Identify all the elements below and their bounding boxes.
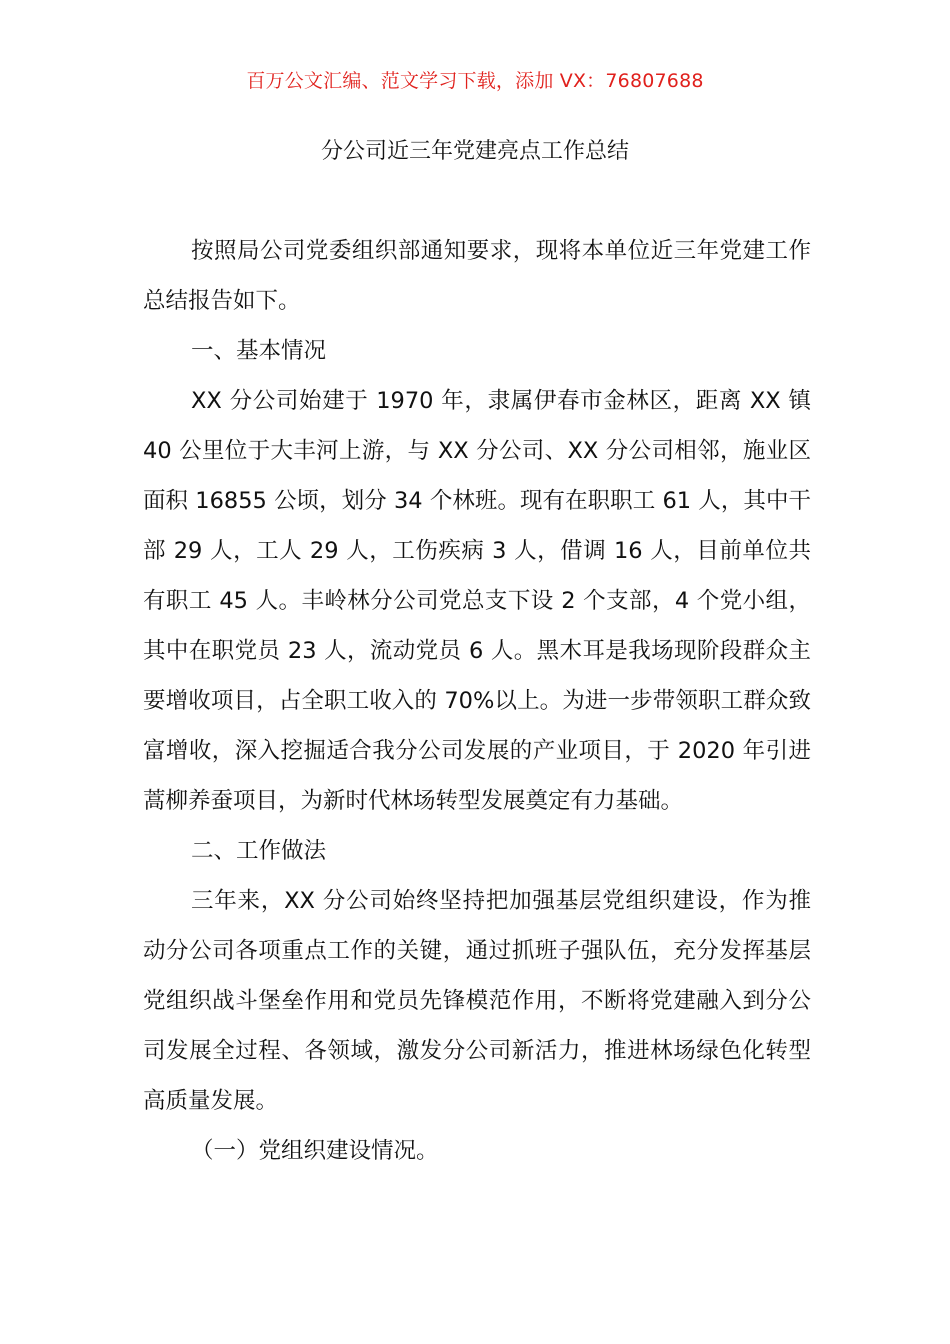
subsection-heading-party-organization: （一）党组织建设情况。 <box>191 1138 439 1164</box>
section-heading-basic-info: 一、基本情况 <box>191 338 327 364</box>
watermark-header: 百万公文汇编、范文学习下载，添加 VX：76807688 <box>246 70 704 92</box>
intro-paragraph: 按照局公司党委组织部通知要求，现将本单位近三年党建工作总结报告如下。 <box>143 238 811 314</box>
basic-info-paragraph: XX 分公司始建于 1970 年，隶属伊春市金林区，距离 XX 镇 40 公里位于大丰河上游，与 XX 分公司、XX 分公司相邻，施业区面积 16855 公顷，划分 34 个林班。现有在职职工 61 人，其中干部 29 人，工人 29 人，工伤疾病 3 人，借调 16 人，目前单位共有职工 45 人。丰岭林分公司党总支下设 2 个支部，4 个党小组，其中在职党员 23 人，流动党员 6 人。黑木耳是我场现阶段群众主要增收项目，占全职工收入的 70%以上。为进一步带领职工群众致富增收，深入挖掘适合我分公司发展的产业项目，于 2020 年引进蒿柳养蚕项目，为新时代林场转型发展奠定有力基础。 <box>143 388 811 814</box>
section-heading-work-methods: 二、工作做法 <box>191 838 327 864</box>
document-body <box>143 226 811 1176</box>
work-methods-paragraph: 三年来，XX 分公司始终坚持把加强基层党组织建设，作为推动分公司各项重点工作的关键，通过抓班子强队伍，充分发挥基层党组织战斗堡垒作用和党员先锋模范作用，不断将党建融入到分公司发展全过程、各领域，激发分公司新活力，推进林场绿色化转型高质量发展。 <box>143 888 811 1114</box>
document-title: 分公司近三年党建亮点工作总结 <box>320 139 629 164</box>
